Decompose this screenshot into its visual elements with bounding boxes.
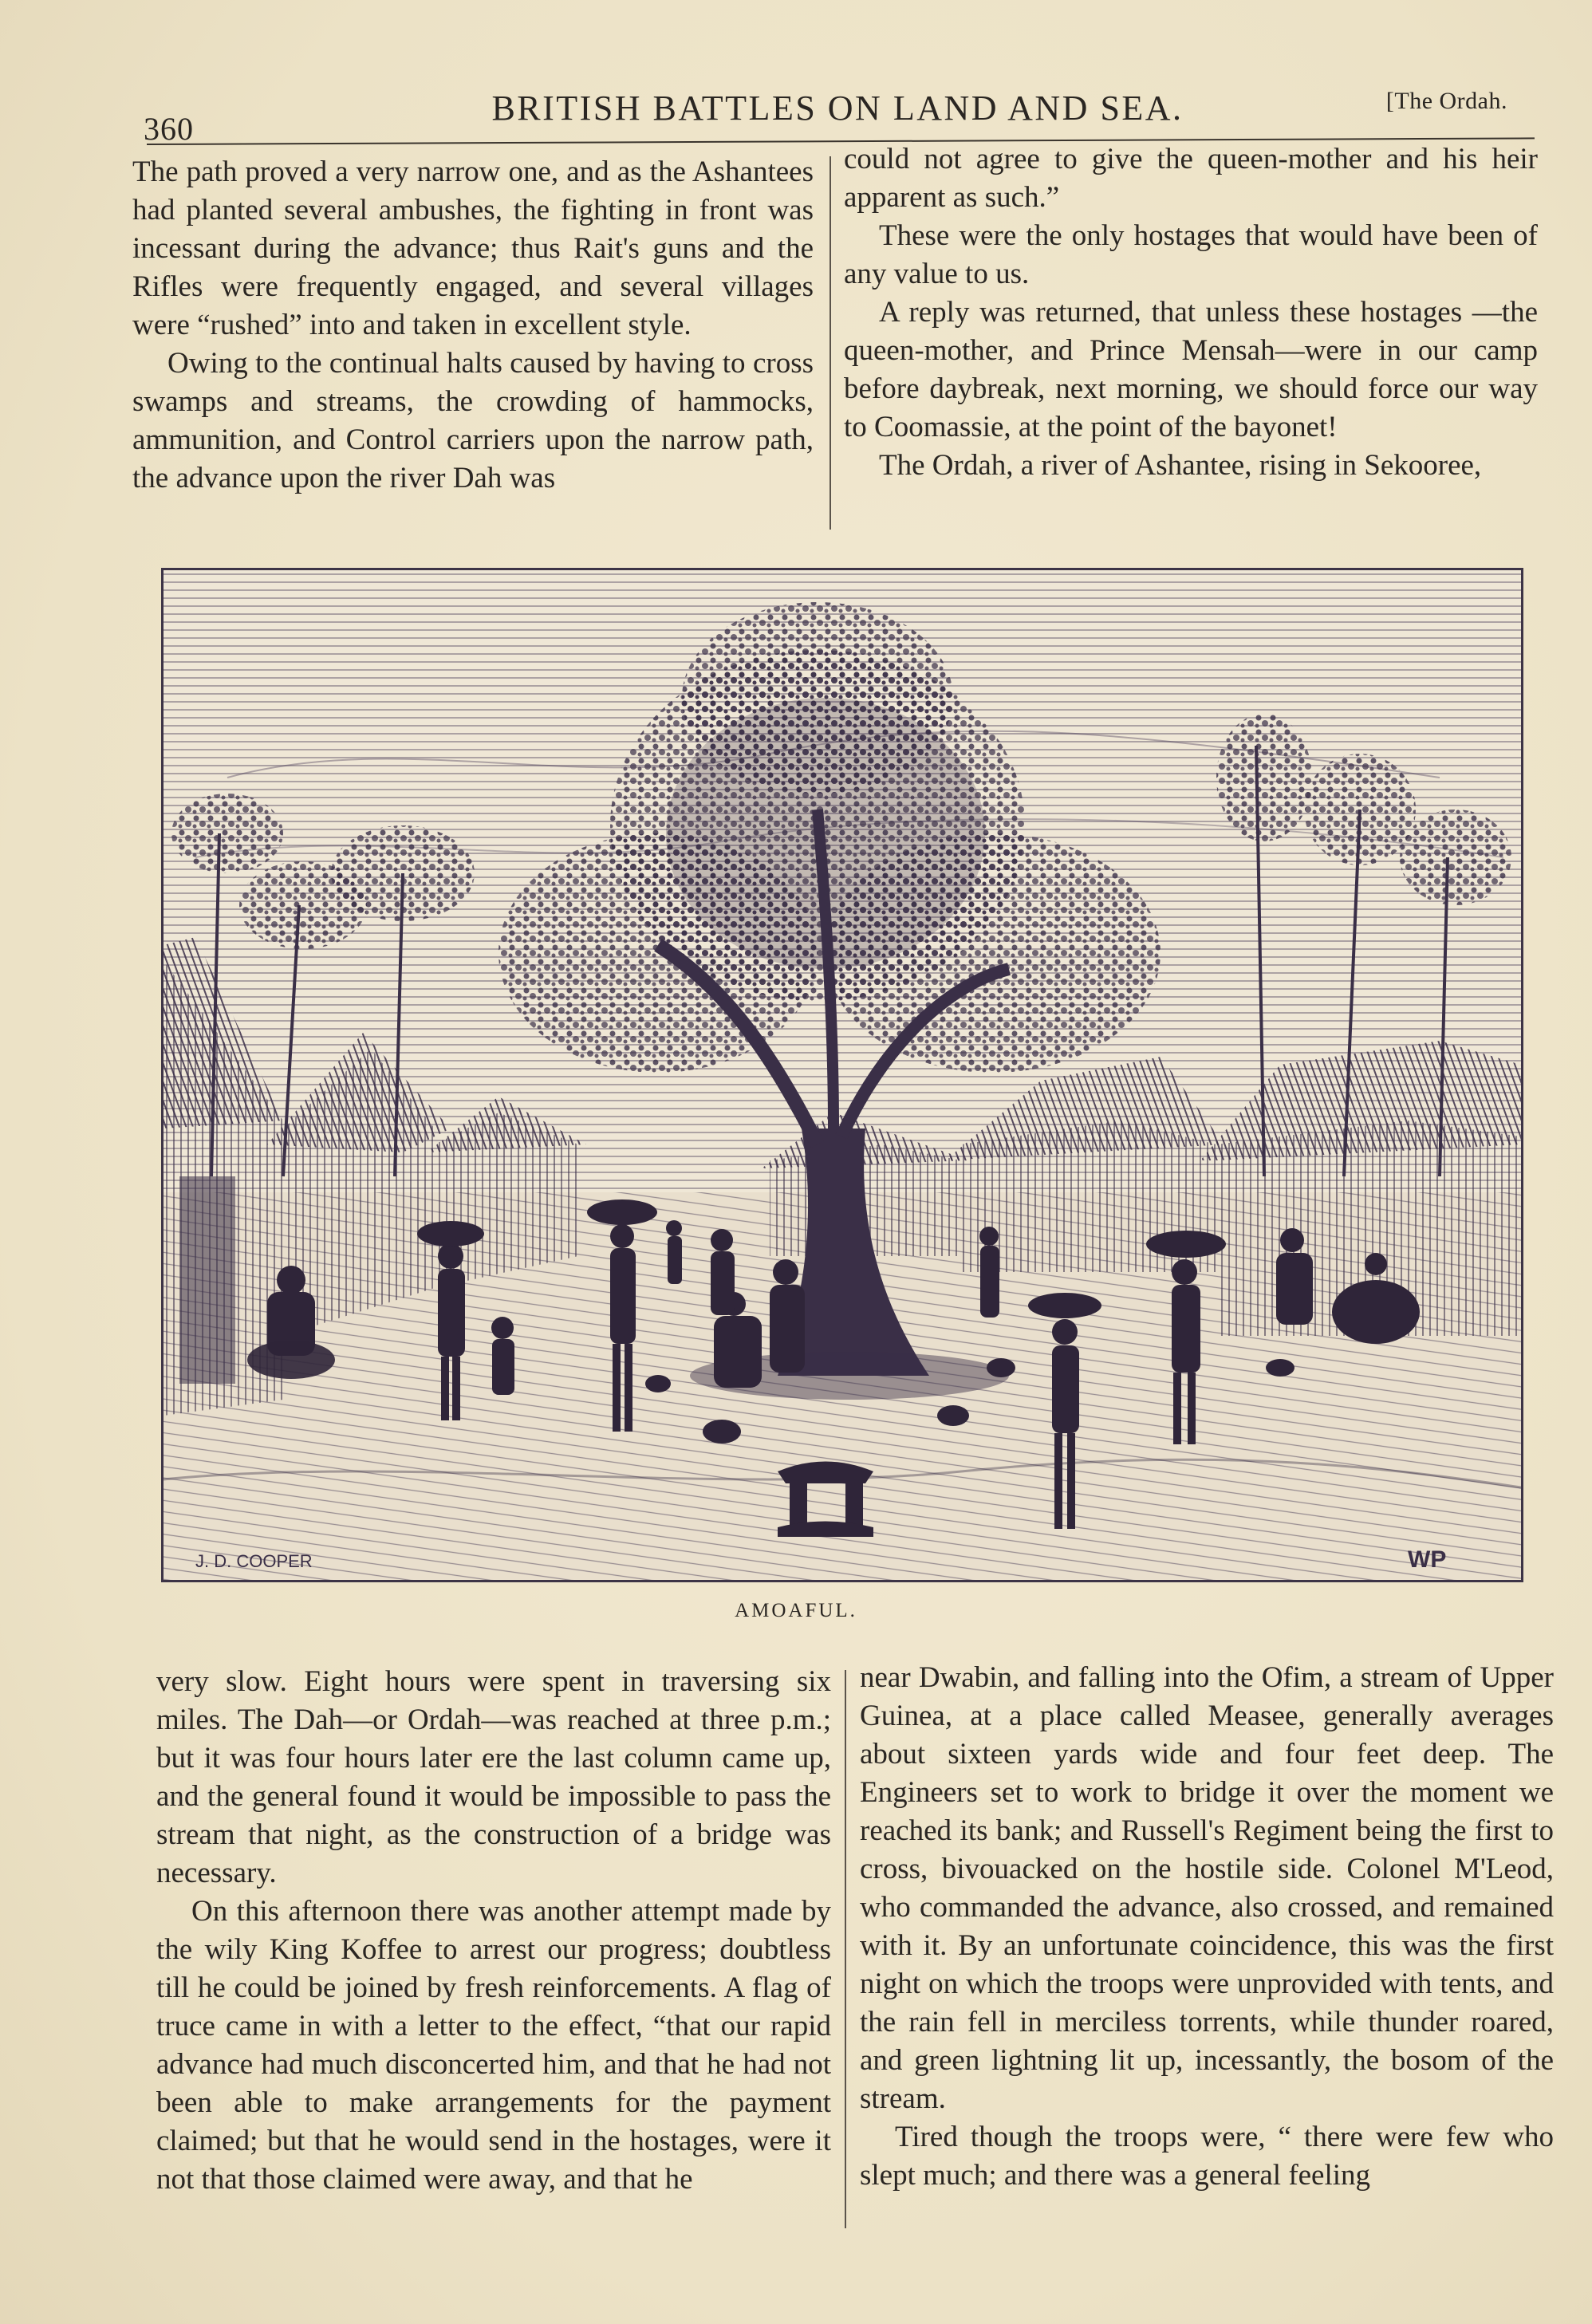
running-title: BRITISH BATTLES ON LAND AND SEA.	[491, 89, 1184, 128]
paragraph: The Ordah, a river of Ashantee, rising in Sekooree,	[879, 449, 1482, 482]
column-divider	[829, 156, 831, 530]
artist-monogram: WP	[1408, 1546, 1447, 1573]
paragraph: Tired though the troops were, “ there were few who slept much; and there was a general feeling	[860, 2121, 1554, 2192]
running-section: [The Ordah.	[1385, 88, 1507, 114]
paragraph: These were the only hostages that would have been of any value to us.	[844, 219, 1538, 290]
paragraph: Owing to the continual halts caused by having to cross swamps and streams, the crowding of hammocks, ammunition, and Control carriers upon the narrow path, the advance upon the river Dah was	[132, 347, 814, 494]
page-number: 360	[144, 111, 194, 147]
paragraph: could not agree to give the queen-mother and his heir apparent as such.”	[844, 143, 1538, 214]
bottom-left-column	[156, 1663, 831, 2199]
paragraph: On this afternoon there was another attempt made by the wily King Koffee to arrest our progress; doubtless till he could be joined by fresh reinforcements. A flag of truce came in with a letter to the effect, “that our rapid advance had much disconcerted him, and that he had not been able to make arrangements for the payment claimed; but that he would send in the hostages, were it not that those claimed were away, and that he	[156, 1895, 831, 2196]
running-head	[136, 77, 1539, 147]
paragraph: near Dwabin, and falling into the Ofim, a stream of Upper Guinea, at a place called Measee, generally averages about sixteen yards wide and four feet deep. The Engineers set to work to bridge it over the moment we reached its bank; and Russell's Regiment being the first to cross, bivouacked on the hostile side. Colonel M'Leod, who commanded the advance, also crossed, and remained with it. By an unfortunate coincidence, this was the first night on which the troops were unprovided with tents, and the rain fell in merciless torrents, while thunder roared, and green lightning lit up, incessantly, the bosom of the stream.	[860, 1661, 1554, 2115]
paragraph: A reply was returned, that unless these hostages —the queen-mother, and Prince Mensah—were in our camp before daybreak, next morning, we should force our way to Coomassie, at the point of the bayonet!	[844, 296, 1538, 443]
engraver-signature: J. D. COOPER	[195, 1551, 313, 1571]
amoaful-engraving	[161, 568, 1523, 1582]
illustration-caption: AMOAFUL.	[735, 1600, 857, 1621]
column-divider	[845, 1670, 846, 2228]
paragraph: The path proved a very narrow one, and as the Ashantees had planted several ambushes, the fighting in front was incessant during the advance; thus Rait's guns and the Rifles were frequently engaged, and several villages were “rushed” into and taken in excellent style.	[132, 156, 814, 341]
paragraph: very slow. Eight hours were spent in traversing six miles. The Dah—or Ordah—was reached at three p.m.; but it was four hours later ere the last column came up, and the general found it would be impossible to pass the stream that night, as the construction of a bridge was necessary.	[156, 1665, 831, 1889]
top-left-column	[132, 153, 814, 498]
bottom-right-column	[860, 1659, 1554, 2195]
top-right-column	[844, 140, 1538, 485]
